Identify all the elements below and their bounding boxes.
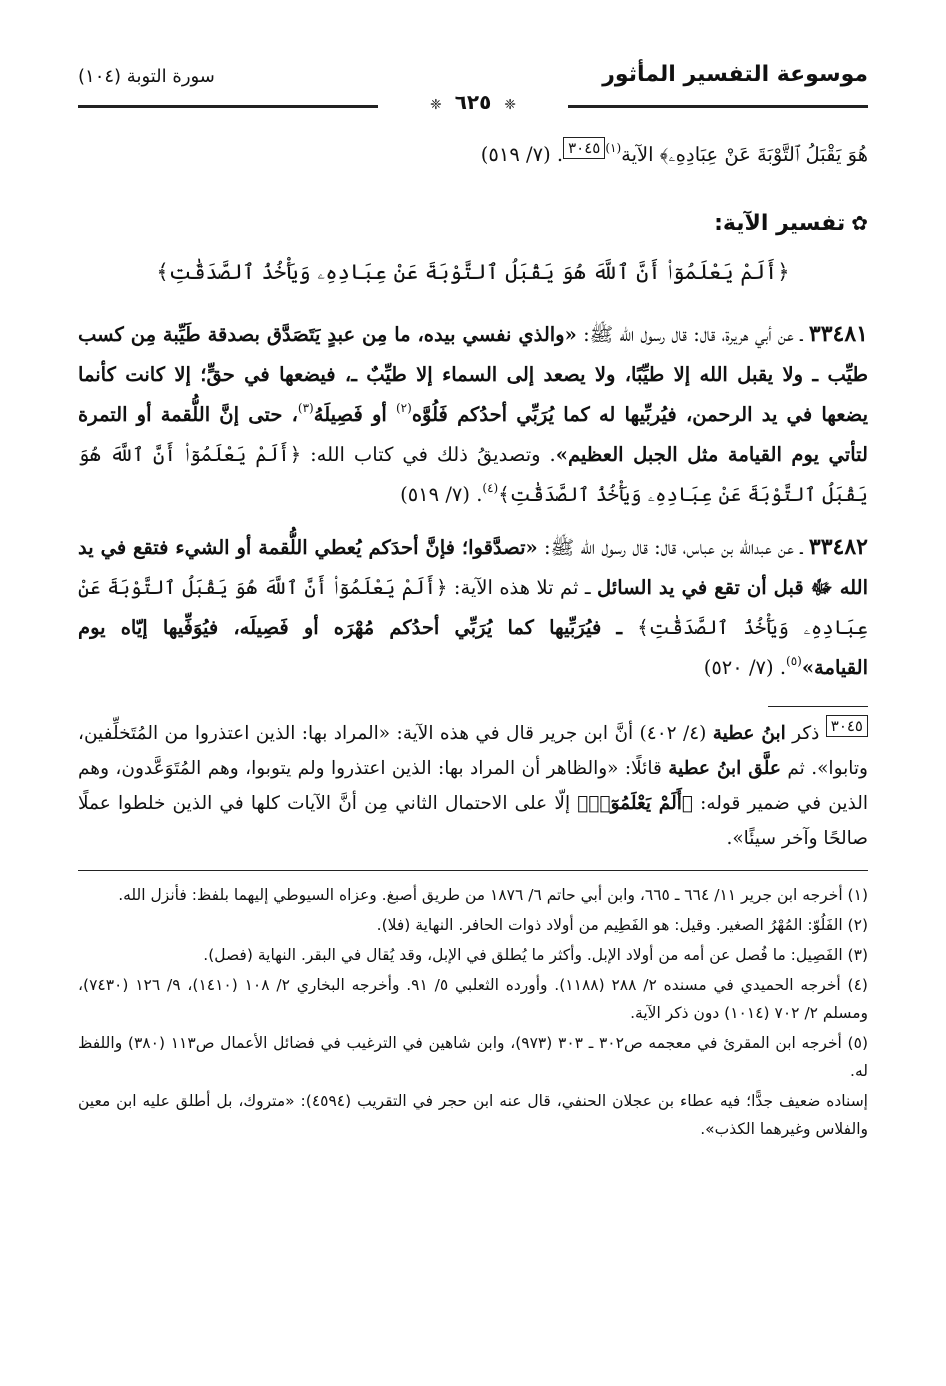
footnote: إسناده ضعيف جدًّا؛ فيه عطاء بن عجلان الحنفي، قال عنه ابن حجر في التقريب (٤٥٩٤): «متروك، بل أطلق عليه ابن معين والفلاس وغيرهما الكذب». <box>78 1092 868 1138</box>
verse-quote: ﴿أَلَمْ يَعْلَمُوٓا۟ أَنَّ ٱللَّهَ هُوَ يَقْبَلُ ٱلتَّوْبَةَ عَنْ عِبَادِهِۦ وَيَأْخُذُ ٱلصَّدَقَٰتِ﴾ <box>78 443 868 506</box>
header-rule-right <box>568 105 868 108</box>
comment-text: إلّا على الاحتمال الثاني مِن أنَّ الآيات كلها في الذين خلطوا عملًا صالحًا وآخر سيئًا». <box>78 793 868 849</box>
ornament-icon: ❈ <box>504 97 517 113</box>
comment-text: (٤/ ٤٠٢) أنَّ ابن جرير قال في هذه الآية: «المراد بها: الذين اعتذروا من المُتَخلِّفين، وتابوا». ثم <box>78 723 868 779</box>
footnote-marker: (٣) <box>297 401 314 415</box>
hadith-intro: ـ عن أبي هريرة، قال: قال رسول الله ﷺ: <box>576 323 809 346</box>
verse-fragment: هُوَ يَقْبَلُ ٱلتَّوْبَةَ عَنْ عِبَادِهِۦ﴾ الآية <box>621 143 868 166</box>
flower-icon: ✿ <box>851 211 868 235</box>
verse-quote: ﴿أَلَمْ يَعْلَمُوٓا۟﴾ <box>577 793 693 814</box>
page-number: ٦٢٥ <box>454 90 492 114</box>
main-content <box>78 135 868 1145</box>
hadith-text: ، حتى إنَّ اللُّقمة أو التمرة لتأتي يوم القيامة مثل الجبل العظيم» <box>78 403 868 466</box>
hadith-text: ـ فيُرَبِّيها كما يُرَبِّي أحدُكم مُهْرَه أو فَصِيلَه، فيُوَفِّيها إيّاه يوم القيامة» <box>78 616 868 679</box>
verse-display: ﴿أَلَمْ يَعْلَمُوٓا۟ أَنَّ ٱللَّهَ هُوَ يَقْبَلُ ٱلتَّوْبَةَ عَنْ عِبَادِهِۦ وَيَأْخُذُ ٱلصَّدَقَٰتِ﴾ <box>156 260 790 284</box>
hadith-text: «تصدَّقوا؛ فإنَّ أحدَكم يُعطي اللُّقمة أو الشيء فتقع في يد الله ﷻ قبل أن تقع في يد السائل <box>78 536 868 599</box>
hadith-number: ٣٣٤٨١ <box>808 321 868 347</box>
section-title: تفسير الآية: <box>714 211 846 236</box>
book-title: موسوعة التفسير المأثور <box>602 62 868 87</box>
volume-reference: . (٧/ ٥٢٠) <box>703 656 787 679</box>
note-number-box: ٣٠٤٥ <box>826 715 868 737</box>
comment-text: ذكر <box>785 723 826 744</box>
footnote: (٤) أخرجه الحميدي في مسنده ٢/ ٢٨٨ (١١٨٨). وأورده الثعلبي ٥/ ٩١. وأخرجه البخاري ٢/ ١٠٨ (١٤١٠)، ٩/ ١٢٦ (٧٤٣٠)، ومسلم ٢/ ٧٠٢ (١٠١٤) دون ذكر الآية. <box>78 976 868 1022</box>
comment-text: قائلًا: «والظاهر أن المراد بها: الذين اعتذروا ولم يتوبوا، وهم المُتَوَعَّدون، وهم الذين في ضمير قوله: <box>78 758 868 814</box>
hadith-number: ٣٣٤٨٢ <box>808 534 868 560</box>
commentary-note <box>78 715 868 856</box>
verse-quote: ﴿أَلَمْ يَعْلَمُوٓا۟ أَنَّ ٱللَّهَ هُوَ يَقْبَلُ ٱلتَّوْبَةَ عَنْ عِبَادِهِۦ وَيَأْخُذُ ٱلصَّدَقَٰتِ﴾ <box>78 576 868 639</box>
comment-bold: علَّق ابنُ عطية <box>668 758 781 779</box>
footnote-separator <box>78 870 868 871</box>
hadith-plain: ـ ثم تلا هذه الآية: <box>447 576 597 599</box>
footnote-marker: (٢) <box>395 401 412 415</box>
hadith-entry <box>78 314 868 515</box>
footnote-marker: (١) <box>605 141 622 155</box>
footnote: (٢) الفَلُوّ: المُهْرُ الصغير. وقيل: هو الفَطِيم من أولاد ذوات الحافر. النهاية (فلا). <box>376 916 868 934</box>
header-rule <box>78 102 868 114</box>
footnotes <box>78 881 868 1143</box>
top-verse-line <box>78 135 868 175</box>
volume-reference: . (٧/ ٥١٩) <box>400 483 483 506</box>
footnote-marker: (٤) <box>482 481 499 495</box>
hadith-intro: ـ عن عبدالله بن عباس، قال: قال رسول الله ﷺ: <box>537 536 809 559</box>
hadith-entry <box>78 527 868 688</box>
volume-reference: . (٧/ ٥١٩) <box>480 143 564 166</box>
ornament-icon: ❈ <box>429 97 442 113</box>
footnote-marker: (٥) <box>786 654 802 668</box>
hadith-text: «والذي نفسي بيده، ما مِن عبدٍ يَتَصَدَّق بصدقة طَيِّبة مِن كسب طيِّب ـ ولا يقبل الله إلا طيِّبًا، ولا يصعد إلى السماء إلا طيِّبٌ ـ، فيضعها في حقٍّ؛ إلا كانت كأنما يضعها في يد الرحمن، فيُربِّيها له كما يُرَبِّي أحدُكم فَلُوَّه <box>78 323 868 426</box>
comment-bold: ابنُ عطية <box>712 723 786 744</box>
section-heading <box>78 203 868 244</box>
hadith-text: أو فَصِيلَهُ <box>313 403 396 426</box>
surah-title: سورة التوبة (١٠٤) <box>78 66 215 87</box>
footnote: (٣) الفَصِيل: ما فُصل عن أمه من أولاد الإبل. وأكثر ما يُطلق في الإبل، وقد يُقال في البقر. النهاية (فصل). <box>203 946 868 964</box>
footnote: (١) أخرجه ابن جرير ١١/ ٦٦٤ ـ ٦٦٥، وابن أبي حاتم ٦/ ١٨٧٦ من طريق أصبغ. وعزاه السيوطي إليهما بلفظ: فأنزل الله. <box>118 886 868 904</box>
note-reference-box: ٣٠٤٥ <box>563 137 605 159</box>
footnote: (٥) أخرجه ابن المقرئ في معجمه ص٣٠٢ ـ ٣٠٣ (٩٧٣)، وابن شاهين في الترغيب في فضائل الأعمال ص١١٣ (٣٨٠) واللفظ له. <box>78 1034 868 1080</box>
hadith-plain: . وتصديقُ ذلك في كتاب الله: <box>301 443 556 466</box>
comment-separator <box>768 706 868 707</box>
header-rule-left <box>78 105 378 108</box>
